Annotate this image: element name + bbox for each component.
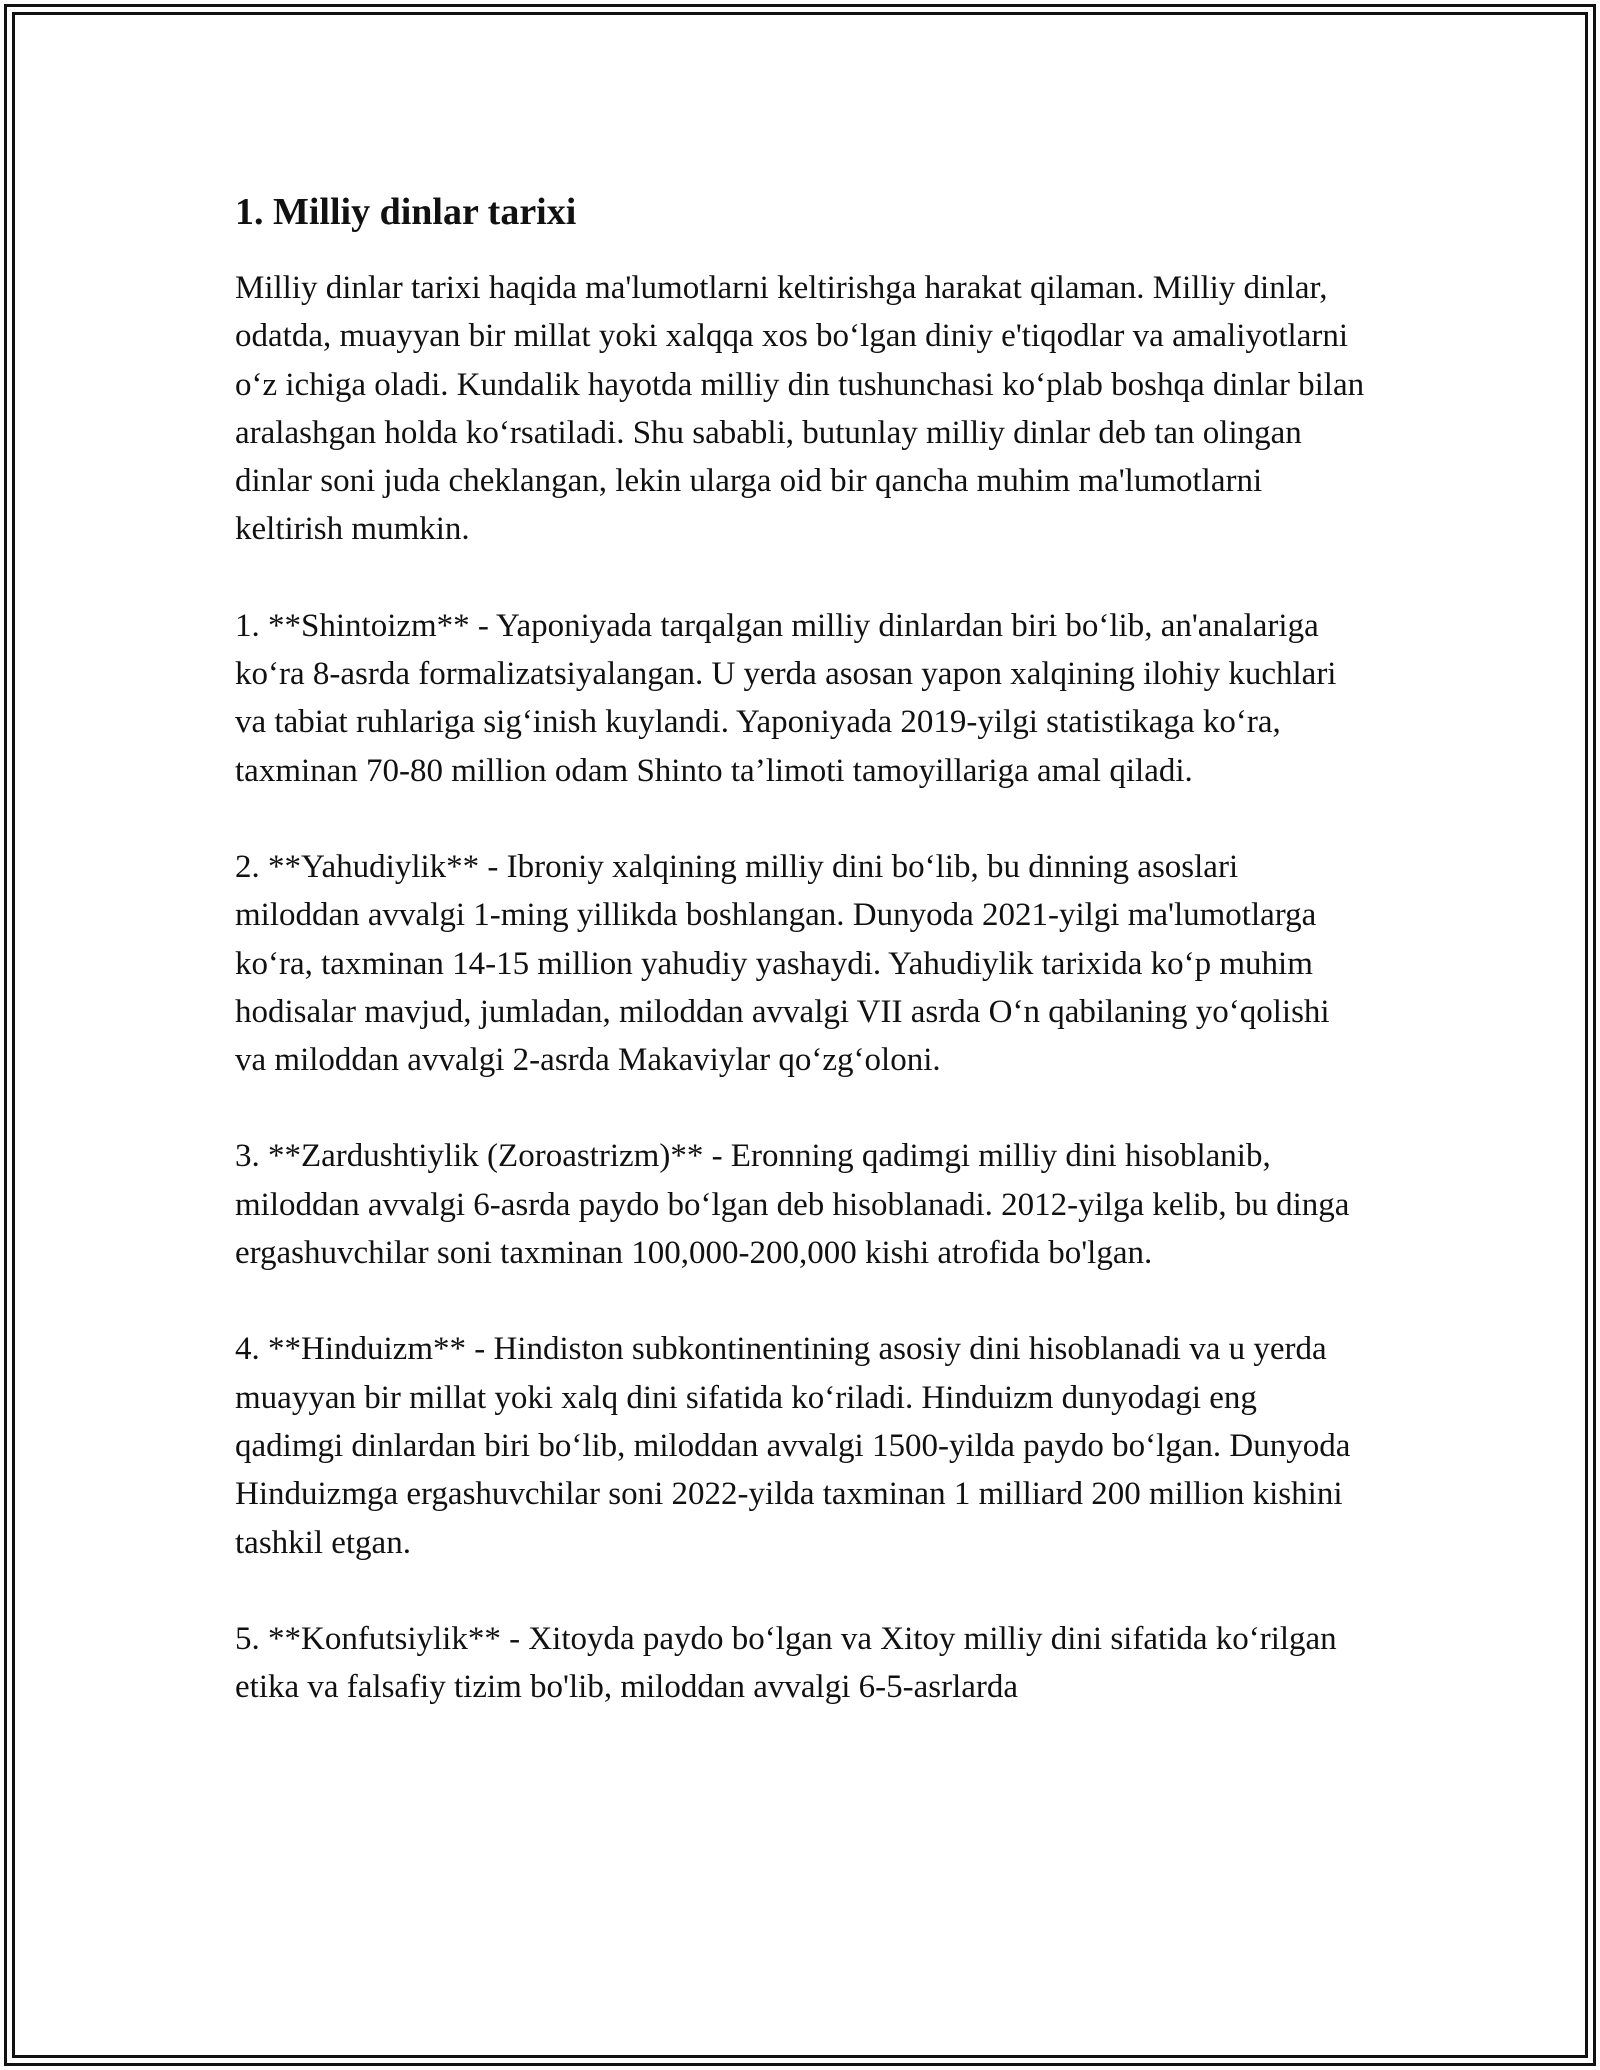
page-title: 1. Milliy dinlar tarixi — [235, 191, 577, 233]
intro-paragraph: Milliy dinlar tarixi haqida ma'lumotlarni keltirishga harakat qilaman. Milliy dinlar, odatda, muayyan bir millat yoki xalqqa xos boʻlgan diniy e'tiqodlar va amaliyotlarni oʻz ichiga oladi. Kundalik hayotda milliy din tushunchasi koʻplab boshqa dinlar bilan aralashgan holda koʻrsatiladi. Shu sababli, butunlay milliy dinlar deb tan olingan dinlar soni juda cheklangan, lekin ularga oid bir qancha muhim ma'lumotlarni keltirish mumkin. — [235, 270, 1365, 548]
document-body — [235, 190, 1365, 1759]
shintoizm-paragraph: 1. **Shintoizm** - Yaponiyada tarqalgan milliy dinlardan biri boʻlib, an'analariga koʻra 8-asrda formalizatsiyalangan. U yerda asosan yapon xalqining ilohiy kuchlari va tabiat ruhlariga sigʻinish kuylandi. Yaponiyada 2019-yilgi statistikaga koʻra, taxminan 70-80 million odam Shinto ta’limoti tamoyillariga amal qiladi. — [235, 607, 1337, 789]
hinduizm-paragraph: 4. **Hinduizm** - Hindiston subkontinentining asosiy dini hisoblanadi va u yerda muayyan bir millat yoki xalq dini sifatida koʻriladi. Hinduizm dunyodagi eng qadimgi dinlardan biri boʻlib, miloddan avvalgi 1500-yilda paydo boʻlgan. Dunyoda Hinduizmga ergashuvchilar soni 2022-yilda taxminan 1 milliard 200 million kishini tashkil etgan. — [235, 1331, 1351, 1561]
konfutsiylik-paragraph: 5. **Konfutsiylik** - Xitoyda paydo boʻlgan va Xitoy milliy dini sifatida koʻrilgan etika va falsafiy tizim bo'lib, miloddan avvalgi 6-5-asrlarda — [235, 1620, 1337, 1706]
zardushtiylik-paragraph: 3. **Zardushtiylik (Zoroastrizm)** - Eronning qadimgi milliy dini hisoblanib, miloddan avvalgi 6-asrda paydo boʻlgan deb hisoblanadi. 2012-yilga kelib, bu dinga ergashuvchilar soni taxminan 100,000-200,000 kishi atrofida bo'lgan. — [235, 1138, 1350, 1272]
yahudiylik-paragraph: 2. **Yahudiylik** - Ibroniy xalqining milliy dini boʻlib, bu dinning asoslari miloddan avvalgi 1-ming yillikda boshlangan. Dunyoda 2021-yilgi ma'lumotlarga koʻra, taxminan 14-15 million yahudiy yashaydi. Yahudiylik tarixida koʻp muhim hodisalar mavjud, jumladan, miloddan avvalgi VII asrda Oʻn qabilaning yoʻqolishi va miloddan avvalgi 2-asrda Makaviylar qoʻzgʻoloni. — [235, 848, 1330, 1079]
